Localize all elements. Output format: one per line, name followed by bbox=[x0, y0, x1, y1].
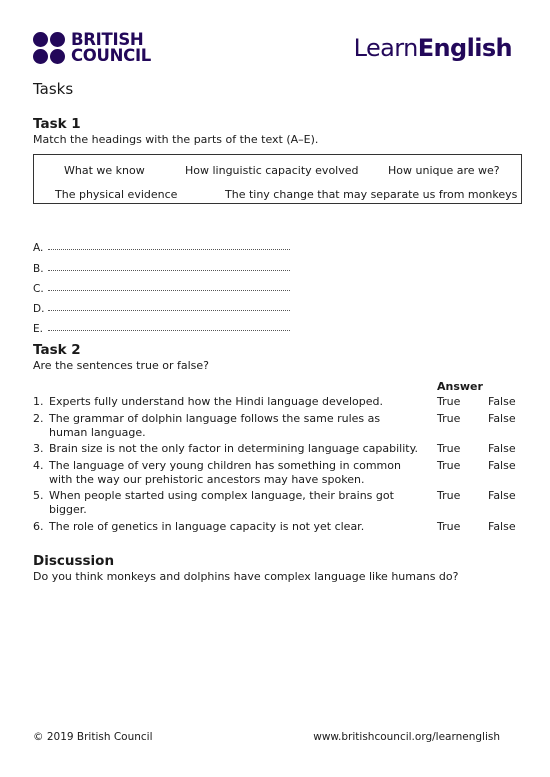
answer-header: Answer bbox=[437, 380, 483, 393]
heading-option: How linguistic capacity evolved bbox=[185, 164, 359, 177]
statement-number: 4. bbox=[33, 458, 44, 472]
heading-option: How unique are we? bbox=[388, 164, 500, 177]
statement-row bbox=[33, 412, 515, 440]
true-option[interactable]: True bbox=[437, 411, 461, 425]
true-false-table bbox=[33, 380, 515, 537]
true-option[interactable]: True bbox=[437, 395, 461, 408]
discussion-text: Do you think monkeys and dolphins have complex language like humans do? bbox=[33, 570, 459, 583]
answer-blank-row bbox=[33, 315, 290, 335]
true-option[interactable]: True bbox=[437, 442, 461, 456]
false-option[interactable]: False bbox=[488, 458, 516, 472]
false-option[interactable]: False bbox=[488, 519, 516, 533]
statement-text: The language of very young children has something in common with the way our prehistoric ancestors may have spoken. bbox=[49, 458, 401, 486]
statement-text: When people started using complex language, their brains got bigger. bbox=[49, 489, 394, 517]
blank-letter: A. bbox=[33, 242, 44, 255]
statement-number: 5. bbox=[33, 489, 44, 503]
blank-line[interactable] bbox=[48, 322, 290, 331]
statement-text: Brain size is not the only factor in determining language capability. bbox=[49, 442, 419, 456]
blank-letter: B. bbox=[33, 262, 44, 275]
learnenglish-logo bbox=[354, 34, 512, 62]
false-option[interactable]: False bbox=[488, 442, 516, 456]
british-council-dots-icon bbox=[33, 32, 65, 64]
discussion-heading: Discussion bbox=[33, 553, 115, 569]
answer-blank-row bbox=[33, 295, 290, 315]
british-council-logo bbox=[33, 32, 151, 64]
statement-row bbox=[33, 442, 515, 456]
logo-line-2: COUNCIL bbox=[71, 46, 152, 65]
blank-line[interactable] bbox=[48, 282, 290, 291]
heading-option: The tiny change that may separate us from monkeys bbox=[225, 188, 518, 201]
headings-box bbox=[33, 154, 522, 204]
task1-section bbox=[33, 116, 515, 146]
page-title: Tasks bbox=[33, 80, 74, 98]
discussion-section bbox=[33, 553, 515, 583]
statement-row bbox=[33, 489, 515, 517]
false-option[interactable]: False bbox=[488, 411, 516, 425]
statement-number: 6. bbox=[33, 519, 44, 533]
statement-row bbox=[33, 459, 515, 487]
blank-letter: C. bbox=[33, 282, 44, 295]
logo-line-1: BRITISH bbox=[71, 30, 144, 49]
statement-text: Experts fully understand how the Hindi language developed. bbox=[49, 395, 384, 408]
answer-blank-row bbox=[33, 275, 290, 295]
task1-instruction: Match the headings with the parts of the text (A–E). bbox=[33, 133, 319, 146]
answer-blank-row bbox=[33, 254, 290, 274]
footer-url[interactable]: www.britishcouncil.org/learnenglish bbox=[313, 731, 500, 743]
blank-letter: E. bbox=[33, 323, 43, 336]
statement-row bbox=[33, 395, 515, 409]
task2-instruction: Are the sentences true or false? bbox=[33, 359, 210, 372]
heading-option: What we know bbox=[64, 164, 145, 177]
statement-number: 2. bbox=[33, 411, 44, 425]
false-option[interactable]: False bbox=[488, 395, 516, 408]
true-option[interactable]: True bbox=[437, 489, 461, 503]
heading-option: The physical evidence bbox=[55, 188, 178, 201]
blank-letter: D. bbox=[33, 303, 45, 316]
true-option[interactable]: True bbox=[437, 519, 461, 533]
answer-blanks bbox=[33, 234, 290, 335]
statement-row bbox=[33, 520, 515, 534]
statement-number: 1. bbox=[33, 395, 44, 408]
task2-section bbox=[33, 342, 515, 372]
statement-text: The grammar of dolphin language follows the same rules as human language. bbox=[49, 411, 381, 439]
answer-blank-row bbox=[33, 234, 290, 254]
logo-english: English bbox=[417, 34, 512, 62]
task1-heading: Task 1 bbox=[33, 116, 81, 132]
statement-text: The role of genetics in language capacity is not yet clear. bbox=[49, 519, 365, 533]
footer-copyright: © 2019 British Council bbox=[33, 731, 153, 743]
logo-learn: Learn bbox=[353, 34, 418, 62]
statement-number: 3. bbox=[33, 442, 44, 456]
blank-line[interactable] bbox=[48, 262, 290, 271]
task2-heading: Task 2 bbox=[33, 342, 81, 358]
false-option[interactable]: False bbox=[488, 489, 516, 503]
true-option[interactable]: True bbox=[437, 458, 461, 472]
blank-line[interactable] bbox=[48, 302, 290, 311]
blank-line[interactable] bbox=[48, 241, 290, 250]
